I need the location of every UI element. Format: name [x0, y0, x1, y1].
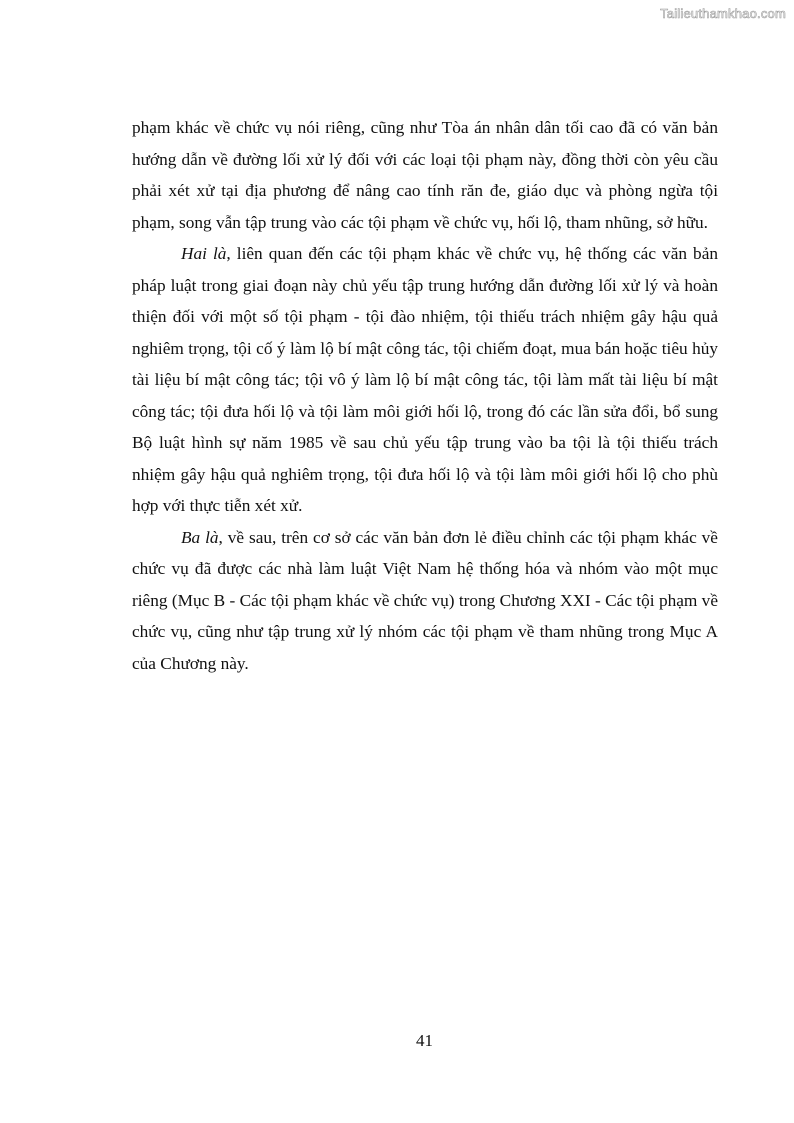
- page-number: 41: [416, 1031, 433, 1050]
- paragraph-lead: Ba là: [181, 527, 219, 547]
- watermark: Tailieuthamkhao.com: [660, 6, 786, 21]
- paragraph-lead: Hai là: [181, 244, 227, 263]
- document-body: [132, 112, 718, 679]
- paragraph-ba-la: [132, 522, 718, 680]
- paragraph-text: phạm khác về chức vụ nói riêng, cũng như Tòa án nhân dân tối cao đã có văn bản hướng dẫn về đường lối xử lý đối với các loại tội phạm này, đồng thời còn yêu cầu phải xét xử tại địa phương để nâng cao tính răn đe, giáo dục và phòng ngừa tội phạm, song vẫn tập trung vào các tội phạm về chức vụ, hối lộ, tham nhũng, sở hữu.: [132, 118, 718, 232]
- paragraph-text: , về sau, trên cơ sở các văn bản đơn lẻ điều chỉnh các tội phạm khác về chức vụ đã được các nhà làm luật Việt Nam hệ thống hóa và nhóm vào một mục riêng (Mục B - Các tội phạm khác về chức vụ) trong Chương XXI - Các tội phạm về chức vụ, cũng như tập trung xử lý nhóm các tội phạm về tham nhũng trong Mục A của Chương này.: [132, 527, 718, 673]
- paragraph-hai-la: [132, 238, 718, 522]
- paragraph-text: , liên quan đến các tội phạm khác về chức vụ, hệ thống các văn bản pháp luật trong giai đoạn này chủ yếu tập trung hướng dẫn đường lối xử lý và hoàn thiện đối với một số tội phạm - tội đào nhiệm, tội thiếu trách nhiệm gây hậu quả nghiêm trọng, tội cố ý làm lộ bí mật công tác, tội chiếm đoạt, mua bán hoặc tiêu hủy tài liệu bí mật công tác; tội vô ý làm lộ bí mật công tác, tội làm mất tài liệu bí mật công tác; tội đưa hối lộ và tội làm môi giới hối lộ, trong đó các lần sửa đổi, bổ sung Bộ luật hình sự năm 1985 về sau chủ yếu tập trung vào ba tội là tội thiếu trách nhiệm gây hậu quả nghiêm trọng, tội đưa hối lộ và tội làm môi giới hối lộ cho phù hợp với thực tiễn xét xử.: [132, 244, 719, 515]
- paragraph-continuation: [132, 112, 718, 238]
